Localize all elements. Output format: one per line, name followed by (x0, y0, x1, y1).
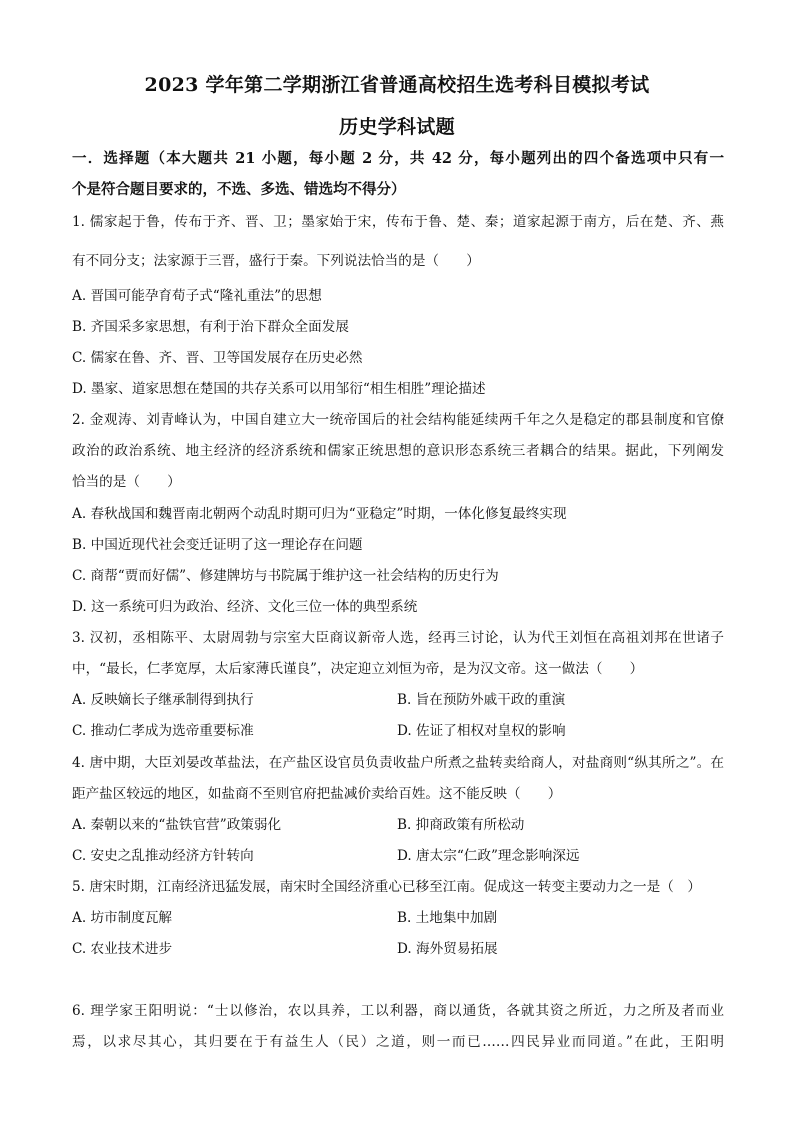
q5-option-a: A. 坊市制度瓦解 (72, 910, 173, 926)
q5-option-b: B. 土地集中加剧 (397, 910, 498, 926)
q5-stem-line-1: 5. 唐宋时期，江南经济迅猛发展，南宋时全国经济重心已移至江南。促成这一转变主要动力之一是（ ） (72, 879, 702, 895)
q3-option-b: B. 旨在预防外戚干政的重演 (397, 692, 566, 708)
q1-stem-line-2: 有不同分支；法家源于三晋，盛行于秦。下列说法恰当的是（ ） (72, 253, 480, 269)
q4-option-b: B. 抑商政策有所松动 (397, 817, 525, 833)
section-heading-line-1: 一．选择题（本大题共 21 小题，每小题 2 分，共 42 分，每小题列出的四个备选项中只有一 (72, 150, 724, 167)
q5-option-c: C. 农业技术进步 (72, 941, 173, 957)
q3-stem-line-2: 中，“最长，仁孝宽厚，太后家薄氏谨良”，决定迎立刘恒为帝，是为汉文帝。这一做法（ ） (72, 661, 644, 677)
q4-stem-line-1: 4. 唐中期，大臣刘晏改革盐法，在产盐区设官员负责收盐户所煮之盐转卖给商人，对盐商则“纵其所之”。在 (72, 755, 724, 771)
q4-option-d: D. 唐太宗“仁政”理念影响深远 (397, 848, 580, 864)
q3-option-a: A. 反映嫡长子继承制得到执行 (72, 692, 254, 708)
q1-option-c: C. 儒家在鲁、齐、晋、卫等国发展存在历史必然 (72, 350, 363, 366)
exam-title: 2023 学年第二学期浙江省普通高校招生选考科目模拟考试 (144, 74, 650, 96)
q3-stem-line-1: 3. 汉初，丞相陈平、太尉周勃与宗室大臣商议新帝人选，经再三讨论，认为代王刘恒在高祖刘邦在世诸子 (72, 630, 724, 646)
q2-option-c: C. 商帮“贾而好儒”、修建牌坊与书院属于维护这一社会结构的历史行为 (72, 568, 499, 584)
q2-stem-line-2: 政治的政治系统、地主经济的经济系统和儒家正统思想的意识形态系统三者耦合的结果。据此，下列阐发 (72, 443, 724, 459)
q4-stem-line-2: 距产盐区较远的地区，如盐商不至则官府把盐减价卖给百姓。这不能反映（ ） (72, 786, 562, 802)
q1-option-b: B. 齐国采多家思想，有利于治下群众全面发展 (72, 319, 349, 335)
exam-subtitle: 历史学科试题 (339, 116, 455, 138)
q6-stem-line-1: 6. 理学家王阳明说：“士以修治，农以具养，工以利器，商以通货，各就其资之所近，力之所及者而业 (72, 1003, 724, 1019)
q1-option-a: A. 晋国可能孕育荀子式“隆礼重法”的思想 (72, 288, 322, 304)
q3-option-d: D. 佐证了相权对皇权的影响 (397, 723, 566, 739)
q2-option-b: B. 中国近现代社会变迁证明了这一理论存在问题 (72, 537, 363, 553)
q4-option-a: A. 秦朝以来的“盐铁官营”政策弱化 (72, 817, 282, 833)
section-heading-line-2: 个是符合题目要求的，不选、多选、错选均不得分） (72, 181, 406, 198)
q3-option-c: C. 推动仁孝成为选帝重要标准 (72, 723, 254, 739)
q1-stem-line-1: 1. 儒家起于鲁，传布于齐、晋、卫；墨家始于宋，传布于鲁、楚、秦；道家起源于南方，后在楚、齐、燕 (72, 214, 724, 230)
q2-option-a: A. 春秋战国和魏晋南北朝两个动乱时期可归为“亚稳定”时期，一体化修复最终实现 (72, 506, 567, 522)
q2-stem-line-1: 2. 金观涛、刘青峰认为，中国自建立大一统帝国后的社会结构能延续两千年之久是稳定的郡县制度和官僚 (72, 412, 724, 428)
q2-option-d: D. 这一系统可归为政治、经济、文化三位一体的典型系统 (72, 599, 418, 615)
q5-option-d: D. 海外贸易拓展 (397, 941, 498, 957)
q2-stem-line-3: 恰当的是（ ） (72, 474, 181, 490)
q4-option-c: C. 安史之乱推动经济方针转向 (72, 848, 254, 864)
q6-stem-line-2: 焉，以求尽其心，其归要在于有益生人（民）之道，则一而已……四民异业而同道。”在此，王阳明 (72, 1034, 724, 1050)
q1-option-d: D. 墨家、道家思想在楚国的共存关系可以用邹衍“相生相胜”理论描述 (72, 381, 486, 397)
